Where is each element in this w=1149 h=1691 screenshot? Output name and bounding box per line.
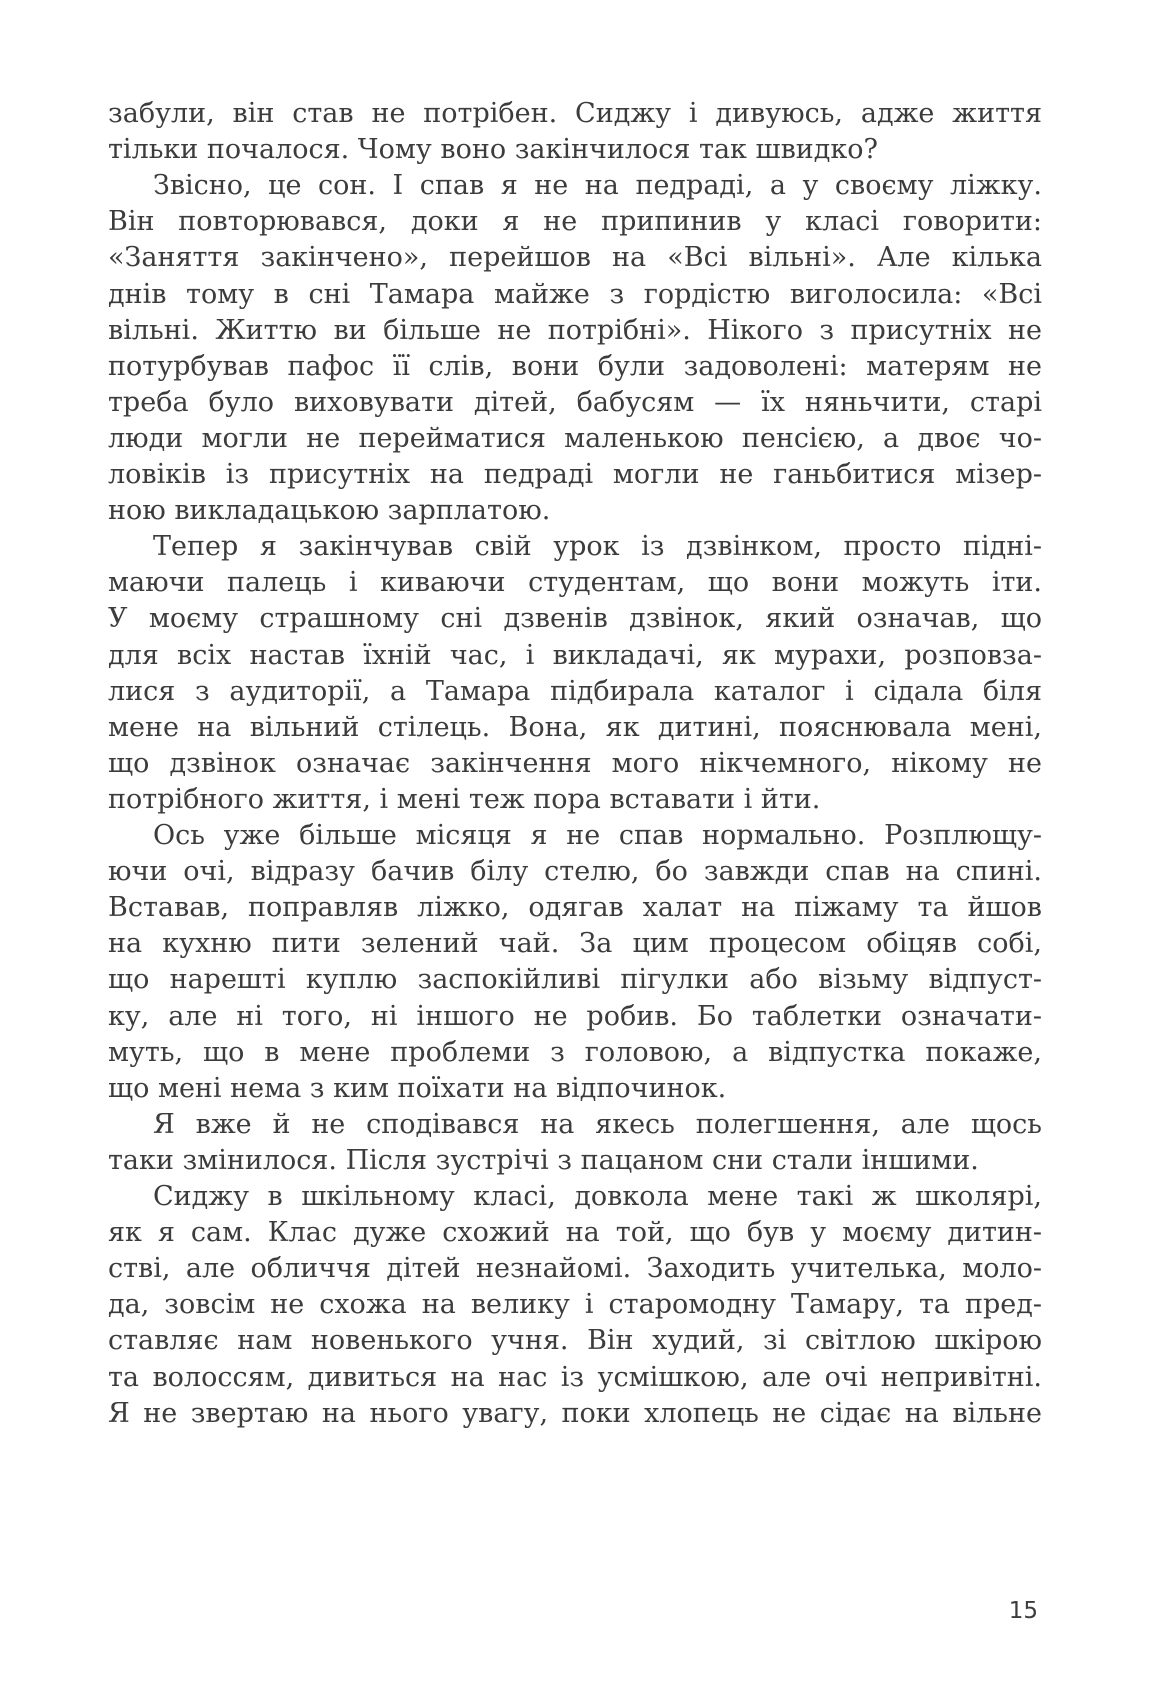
text-line: маючи палець і киваючи студентам, що вони можуть іти. <box>108 567 1042 599</box>
text-line: для всіх настав їхній час, і викладачі, як мурахи, розповза- <box>108 639 1042 671</box>
text-line: що мені нема з ким поїхати на відпочинок. <box>108 1072 727 1104</box>
text-line: потурбував пафос її слів, вони були задоволені: матерям не <box>108 350 1042 382</box>
text-line: тільки почалося. Чому воно закінчилося так швидко? <box>108 134 879 166</box>
text-line: Тепер я закінчував свій урок із дзвінком, просто підні- <box>153 531 1042 563</box>
text-line: днів тому в сні Тамара майже з гордістю виголосила: «Всі <box>108 278 1042 310</box>
page-number: 15 <box>1008 1598 1038 1624</box>
text-line: вільні. Життю ви більше не потрібні». Нікого з присутніх не <box>108 314 1042 346</box>
text-line: Я не звертаю на нього увагу, поки хлопець не сідає на вільне <box>108 1397 1042 1429</box>
text-line: Я вже й не сподівався на якесь полегшення, але щось <box>153 1108 1042 1140</box>
text-line: що нарешті куплю заспокійливі пігулки або візьму відпуст- <box>108 964 1042 996</box>
text-line: як я сам. Клас дуже схожий на той, що був у моєму дитин- <box>108 1217 1042 1249</box>
text-line: ловіків із присутніх на педраді могли не ганьбитися мізер- <box>108 459 1042 490</box>
text-line: Сиджу в шкільному класі, довкола мене такі ж школярі, <box>153 1181 1042 1212</box>
text-line: Вставав, поправляв ліжко, одягав халат на піжаму та йшов <box>108 892 1042 924</box>
text-line: потрібного життя, і мені теж пора вставати і йти. <box>108 783 821 815</box>
text-line: стві, але обличчя дітей незнайомі. Заходить учителька, моло- <box>108 1253 1042 1285</box>
text-line: люди могли не перейматися маленькою пенсією, а двоє чо- <box>108 422 1042 454</box>
text-line: муть, що в мене проблеми з головою, а відпустка покаже, <box>108 1036 1042 1068</box>
text-line: треба було виховувати дітей, бабусям — їх няньчити, старі <box>108 386 1042 418</box>
text-line: У моєму страшному сні дзвенів дзвінок, який означав, що <box>108 603 1042 635</box>
text-line: що дзвінок означає закінчення мого нікчемного, нікому не <box>108 747 1042 779</box>
text-line: ку, але ні того, ні іншого не робив. Бо таблетки означати- <box>108 1000 1042 1032</box>
text-line: забули, він став не потрібен. Сиджу і дивуюсь, адже життя <box>108 98 1042 129</box>
text-line: таки змінилося. Після зустрічі з пацаном сни стали іншими. <box>108 1144 979 1176</box>
text-line: Він повторювався, доки я не припинив у класі говорити: <box>108 206 1042 238</box>
text-line: та волоссям, дивиться на нас із усмішкою, але очі непривітні. <box>108 1361 1042 1393</box>
text-line: Ось уже більше місяця я не спав нормально. Розплющу- <box>153 820 1042 851</box>
text-line: ною викладацькою зарплатою. <box>108 495 551 527</box>
text-line: «Заняття закінчено», перейшов на «Всі вільні». Але кілька <box>108 242 1042 274</box>
text-line: да, зовсім не схожа на велику і старомодну Тамару, та пред- <box>108 1289 1042 1321</box>
text-line: мене на вільний стілець. Вона, як дитині, пояснювала мені, <box>108 711 1042 743</box>
text-line: ючи очі, відразу бачив білу стелю, бо завжди спав на спині. <box>108 856 1042 888</box>
text-line: Звісно, це сон. І спав я не на педраді, а у своєму ліжку. <box>153 170 1042 202</box>
text-line: на кухню пити зелений чай. За цим процесом обіцяв собі, <box>108 928 1042 960</box>
text-line: лися з аудиторії, а Тамара підбирала каталог і сідала біля <box>108 675 1042 707</box>
text-line: ставляє нам новенького учня. Він худий, зі світлою шкірою <box>108 1325 1042 1357</box>
